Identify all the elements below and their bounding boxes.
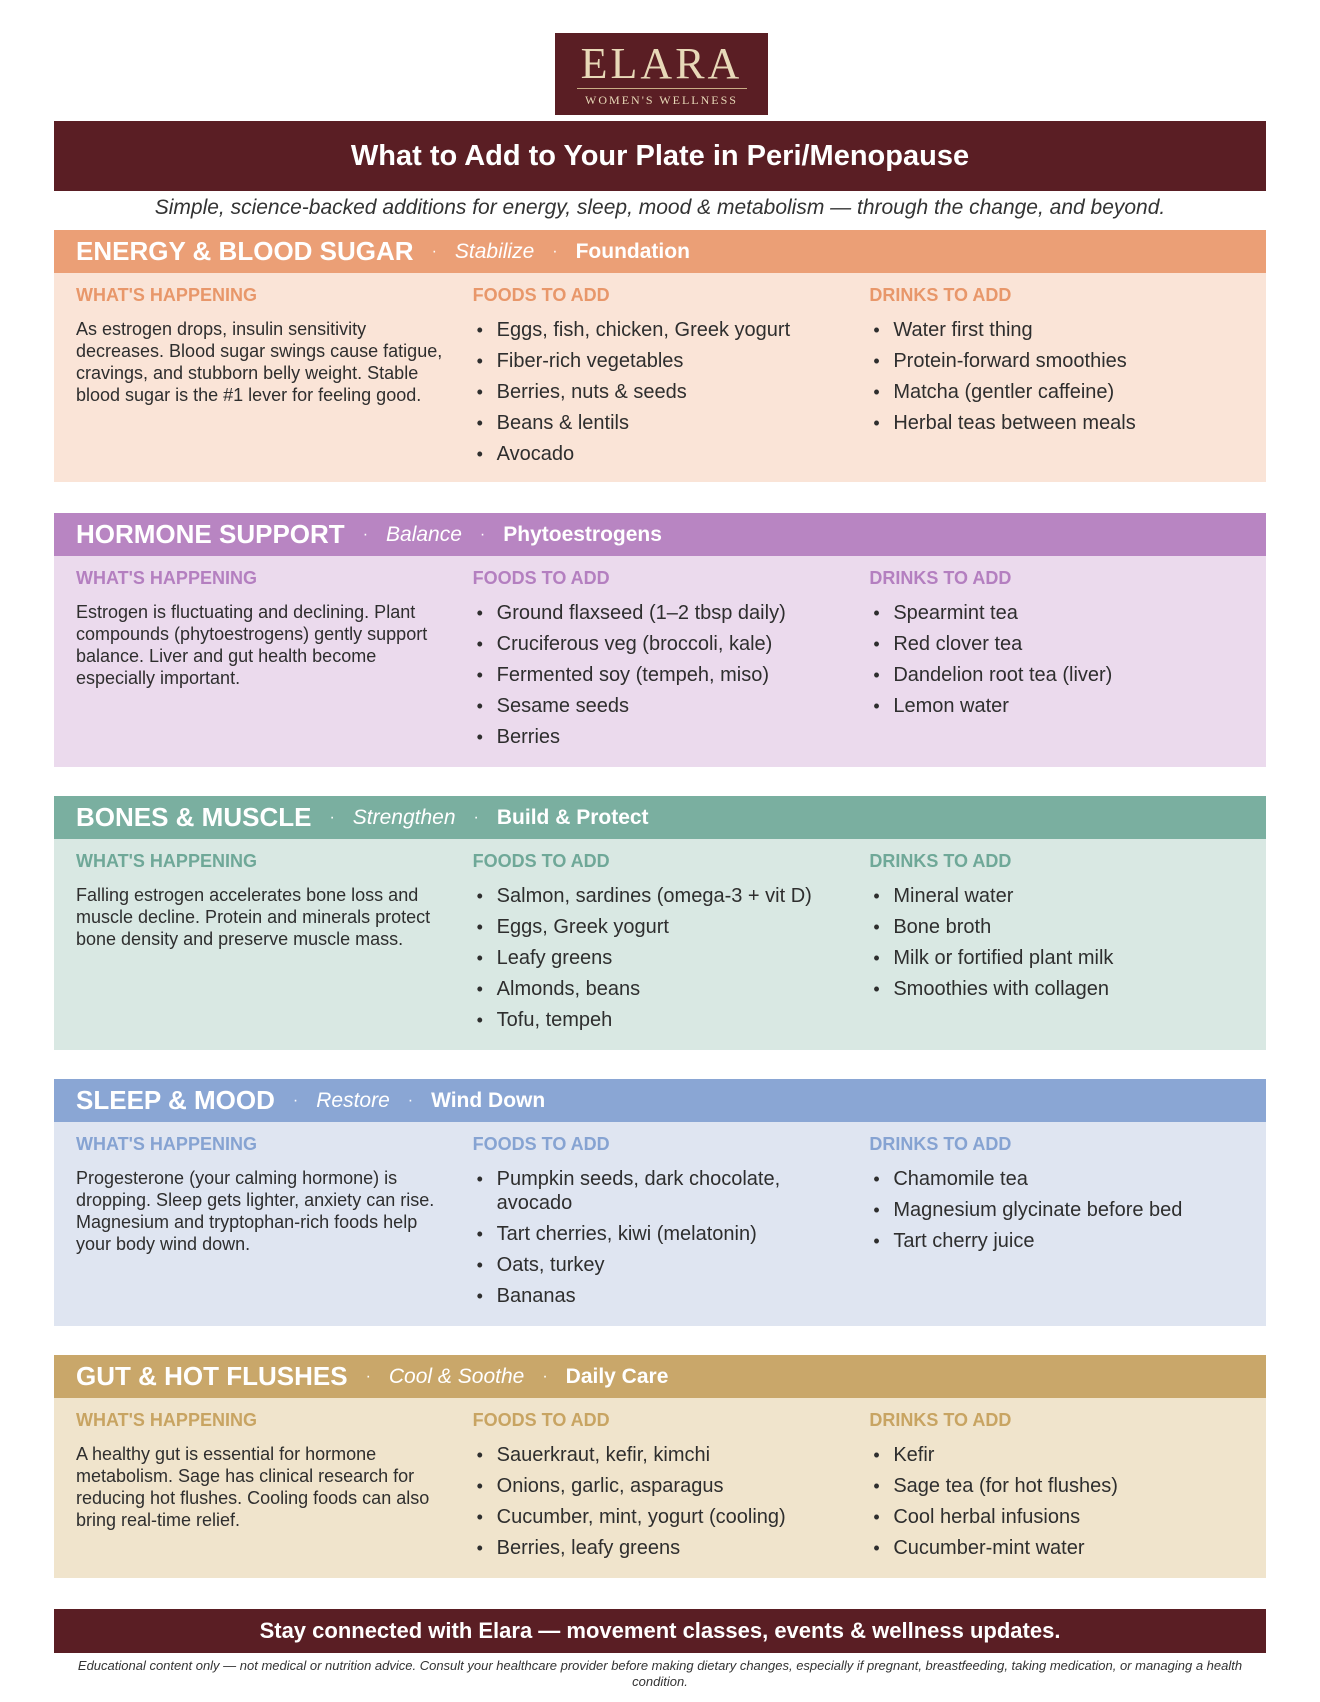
page-subtitle: Simple, science-backed additions for energy, sleep, mood & metabolism — through the change, and beyond.	[154, 196, 1166, 219]
section-title: BONES & MUSCLE	[76, 802, 312, 832]
footer-text: Stay connected with Elara — movement classes, events & wellness updates.	[259, 1618, 1061, 1643]
list-item: • Pumpkin seeds, dark chocolate, avocado	[473, 1167, 852, 1215]
drinks-column	[869, 568, 1266, 756]
list-item: • Oats, turkey	[473, 1253, 852, 1277]
list-item: • Sauerkraut, kefir, kimchi	[473, 1443, 852, 1467]
drinks-list	[869, 601, 1248, 718]
happening-column	[76, 568, 473, 756]
list-item: • Sesame seeds	[473, 694, 852, 718]
list-item: • Eggs, fish, chicken, Greek yogurt	[473, 318, 852, 342]
section-tag-primary: Strengthen	[352, 805, 456, 829]
footer-bar	[54, 1609, 1266, 1653]
happening-text: Falling estrogen accelerates bone loss and muscle decline. Protein and minerals protect bone density and preserve muscle mass.	[76, 885, 431, 949]
happening-heading: WHAT'S HAPPENING	[76, 285, 257, 305]
brand-logo	[555, 33, 768, 115]
list-item: • Red clover tea	[869, 632, 1248, 656]
section-body	[54, 556, 1266, 766]
foods-list	[473, 601, 852, 749]
list-item: • Smoothies with collagen	[869, 977, 1248, 1001]
list-item: • Leafy greens	[473, 946, 852, 970]
separator-dot: ·	[292, 1091, 299, 1109]
drinks-column	[869, 285, 1266, 473]
list-item: • Onions, garlic, asparagus	[473, 1474, 852, 1498]
section-tag-primary: Restore	[316, 1088, 390, 1112]
section-body	[54, 273, 1266, 483]
list-item: • Matcha (gentler caffeine)	[869, 380, 1248, 404]
foods-list	[473, 1167, 852, 1308]
list-item: • Lemon water	[869, 694, 1248, 718]
section-tag-secondary: Build & Protect	[496, 805, 649, 829]
happening-column	[76, 1134, 473, 1315]
logo-rule	[577, 88, 747, 89]
list-item: • Fermented soy (tempeh, miso)	[473, 663, 852, 687]
drinks-heading: DRINKS TO ADD	[869, 1134, 1012, 1154]
section-header	[54, 1079, 1266, 1122]
section-2	[54, 796, 1266, 1050]
section-body	[54, 1122, 1266, 1325]
drinks-column	[869, 851, 1266, 1039]
foods-column	[473, 285, 870, 473]
happening-column	[76, 851, 473, 1039]
section-tag-primary: Stabilize	[454, 239, 535, 263]
list-item: • Milk or fortified plant milk	[869, 946, 1248, 970]
drinks-heading: DRINKS TO ADD	[869, 1410, 1012, 1430]
disclaimer: Educational content only — not medical or nutrition advice. Consult your healthcare provider before making dietary changes, especially if pregnant, breastfeeding, taking medication, or managing a health condition.	[77, 1658, 1243, 1689]
list-item: • Beans & lentils	[473, 411, 852, 435]
foods-heading: FOODS TO ADD	[472, 851, 610, 871]
list-item: • Salmon, sardines (omega-3 + vit D)	[473, 884, 852, 908]
page-title-bar	[54, 121, 1266, 191]
list-item: • Berries, leafy greens	[473, 1536, 852, 1560]
foods-heading: FOODS TO ADD	[472, 1134, 610, 1154]
separator-dot: ·	[473, 808, 479, 826]
section-tag-secondary: Foundation	[575, 239, 690, 263]
foods-list	[473, 318, 852, 466]
list-item: • Chamomile tea	[869, 1167, 1248, 1191]
happening-heading: WHAT'S HAPPENING	[76, 1410, 257, 1430]
separator-dot: ·	[542, 1367, 548, 1385]
list-item: • Cool herbal infusions	[869, 1505, 1248, 1529]
list-item: • Almonds, beans	[473, 977, 852, 1001]
section-0	[54, 230, 1266, 482]
list-item: • Avocado	[473, 442, 852, 466]
section-tag-primary: Balance	[386, 522, 462, 546]
happening-heading: WHAT'S HAPPENING	[76, 1134, 257, 1154]
section-tag-primary: Cool & Soothe	[388, 1364, 525, 1388]
happening-heading: WHAT'S HAPPENING	[76, 568, 257, 588]
list-item: • Cruciferous veg (broccoli, kale)	[473, 632, 852, 656]
foods-list	[473, 1443, 852, 1560]
section-title: SLEEP & MOOD	[76, 1085, 275, 1115]
list-item: • Tart cherry juice	[869, 1229, 1248, 1253]
drinks-heading: DRINKS TO ADD	[869, 851, 1012, 871]
drinks-list	[869, 1167, 1248, 1253]
section-4	[54, 1355, 1266, 1578]
section-tag-secondary: Wind Down	[431, 1088, 546, 1112]
foods-heading: FOODS TO ADD	[472, 285, 610, 305]
page-title: What to Add to Your Plate in Peri/Menopause	[350, 139, 970, 172]
foods-column	[473, 1410, 870, 1567]
foods-column	[473, 851, 870, 1039]
foods-list	[473, 884, 852, 1032]
list-item: • Berries	[473, 725, 852, 749]
list-item: • Berries, nuts & seeds	[473, 380, 852, 404]
drinks-list	[869, 318, 1248, 435]
list-item: • Magnesium glycinate before bed	[869, 1198, 1248, 1222]
list-item: • Mineral water	[869, 884, 1248, 908]
drinks-column	[869, 1134, 1266, 1315]
separator-dot: ·	[329, 808, 335, 826]
section-title: HORMONE SUPPORT	[76, 519, 345, 549]
list-item: • Eggs, Greek yogurt	[473, 915, 852, 939]
happening-column	[76, 1410, 473, 1567]
section-tag-secondary: Daily Care	[565, 1364, 669, 1388]
list-item: • Cucumber-mint water	[869, 1536, 1248, 1560]
separator-dot: ·	[479, 525, 486, 543]
section-body	[54, 839, 1266, 1049]
list-item: • Cucumber, mint, yogurt (cooling)	[473, 1505, 852, 1529]
list-item: • Bananas	[473, 1284, 852, 1308]
list-item: • Kefir	[869, 1443, 1248, 1467]
logo-tagline: WOMEN'S WELLNESS	[585, 93, 738, 107]
drinks-heading: DRINKS TO ADD	[869, 568, 1012, 588]
section-1	[54, 513, 1266, 767]
drinks-list	[869, 884, 1248, 1001]
foods-heading: FOODS TO ADD	[472, 1410, 610, 1430]
list-item: • Herbal teas between meals	[869, 411, 1248, 435]
happening-heading: WHAT'S HAPPENING	[76, 851, 257, 871]
section-header	[54, 1355, 1266, 1398]
section-header	[54, 230, 1266, 273]
happening-text: Estrogen is fluctuating and declining. Plant compounds (phytoestrogens) gently support balance. Liver and gut health become especially important.	[76, 602, 428, 688]
happening-column	[76, 285, 473, 473]
separator-dot: ·	[407, 1091, 414, 1109]
list-item: • Spearmint tea	[869, 601, 1248, 625]
list-item: • Fiber-rich vegetables	[473, 349, 852, 373]
list-item: • Water first thing	[869, 318, 1248, 342]
logo-brand: ELARA	[580, 39, 743, 88]
foods-column	[473, 1134, 870, 1315]
separator-dot: ·	[362, 525, 369, 543]
section-body	[54, 1398, 1266, 1577]
list-item: • Tart cherries, kiwi (melatonin)	[473, 1222, 852, 1246]
section-header	[54, 796, 1266, 839]
separator-dot: ·	[365, 1367, 371, 1385]
list-item: • Protein-forward smoothies	[869, 349, 1248, 373]
list-item: • Bone broth	[869, 915, 1248, 939]
separator-dot: ·	[552, 242, 558, 260]
happening-text: As estrogen drops, insulin sensitivity decreases. Blood sugar swings cause fatigue, cravings, and stubborn belly weight. Stable blood sugar is the #1 lever for feeling good.	[76, 319, 443, 405]
list-item: • Sage tea (for hot flushes)	[869, 1474, 1248, 1498]
separator-dot: ·	[431, 242, 437, 260]
foods-column	[473, 568, 870, 756]
happening-text: A healthy gut is essential for hormone metabolism. Sage has clinical research for reducing hot flushes. Cooling foods can also bring real-time relief.	[76, 1444, 430, 1530]
section-header	[54, 513, 1266, 556]
drinks-heading: DRINKS TO ADD	[869, 285, 1012, 305]
list-item: • Ground flaxseed (1–2 tbsp daily)	[473, 601, 852, 625]
drinks-column	[869, 1410, 1266, 1567]
happening-text: Progesterone (your calming hormone) is dropping. Sleep gets lighter, anxiety can rise. Magnesium and tryptophan-rich foods help your body wind down.	[76, 1168, 435, 1254]
list-item: • Dandelion root tea (liver)	[869, 663, 1248, 687]
drinks-list	[869, 1443, 1248, 1560]
list-item: • Tofu, tempeh	[473, 1008, 852, 1032]
section-tag-secondary: Phytoestrogens	[503, 522, 662, 546]
foods-heading: FOODS TO ADD	[472, 568, 610, 588]
section-title: ENERGY & BLOOD SUGAR	[76, 236, 414, 266]
section-title: GUT & HOT FLUSHES	[76, 1361, 348, 1391]
section-3	[54, 1079, 1266, 1326]
